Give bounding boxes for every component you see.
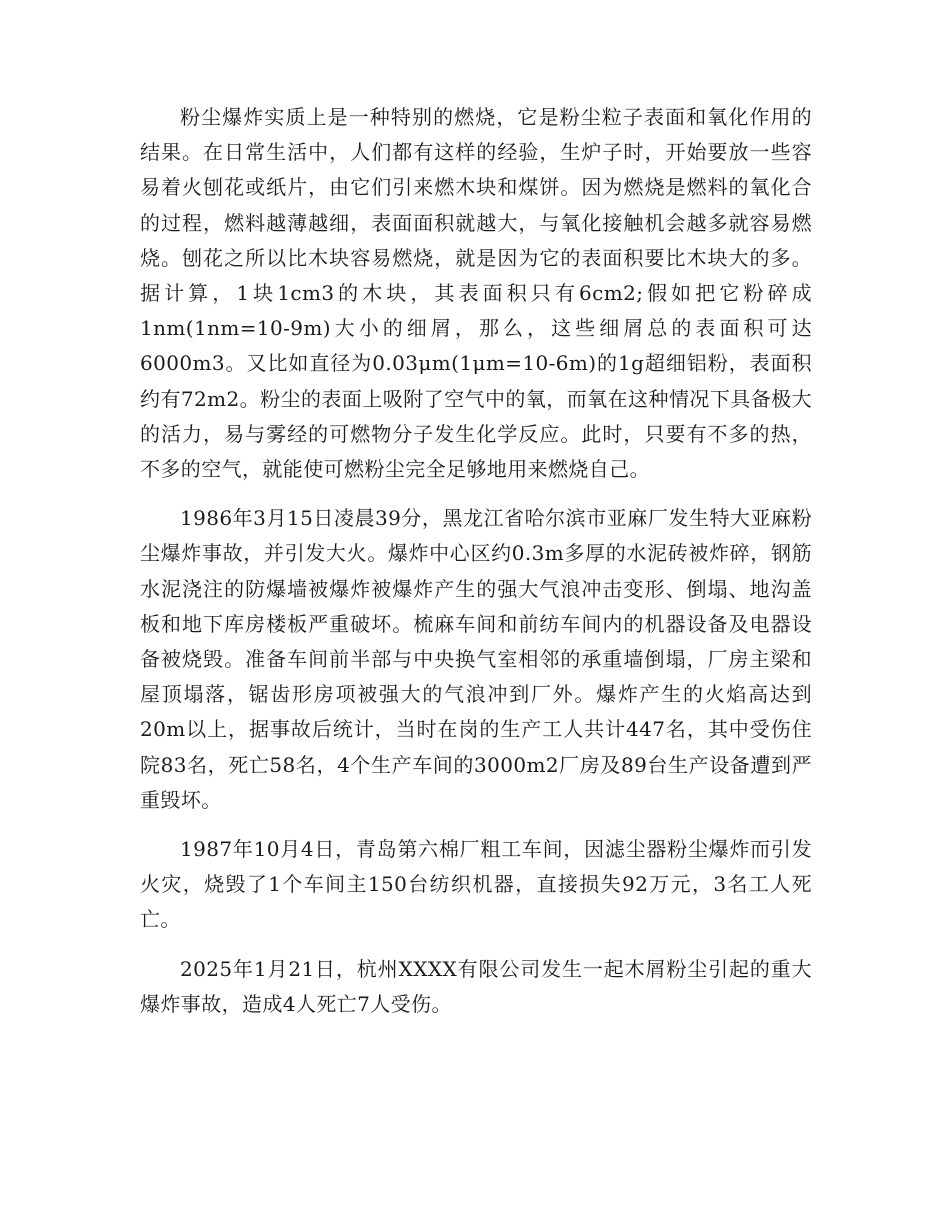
document-page <box>140 100 812 1036</box>
paragraph-harbin-1986-accident: 1986年3月15日凌晨39分，黑龙江省哈尔滨市亚麻厂发生特大亚麻粉尘爆炸事故，并引发大火。爆炸中心区约0.3m多厚的水泥砖被炸碎，钢筋水泥浇注的防爆墙被爆炸被爆炸产生的强大气浪冲击变形、倒塌、地沟盖板和地下库房楼板严重破坏。梳麻车间和前纺车间内的机器设备及电器设备被烧毁。准备车间前半部与中央换气室相邻的承重墙倒塌，厂房主梁和屋顶塌落，锯齿形房项被强大的气浪冲到厂外。爆炸产生的火焰高达到20m以上，据事故后统计，当时在岗的生产工人共计447名，其中受伤住院83名，死亡58名，4个生产车间的3000m2厂房及89台生产设备遭到严重毁坏。 <box>140 506 812 812</box>
paragraph-hangzhou-2025-accident: 2025年1月21日，杭州XXXX有限公司发生一起木屑粉尘引起的重大爆炸事故，造成4人死亡7人受伤。 <box>140 956 812 1016</box>
paragraph-dust-explosion-principle: 粉尘爆炸实质上是一种特别的燃烧，它是粉尘粒子表面和氧化作用的结果。在日常生活中，人们都有这样的经验，生炉子时，开始要放一些容易着火刨花或纸片，由它们引来燃木块和煤饼。因为燃烧是燃料的氧化合的过程，燃料越薄越细，表面面积就越大，与氧化接触机会越多就容易燃烧。刨花之所以比木块容易燃烧，就是因为它的表面积要比木块大的多。据计算，1块1cm3的木块，其表面积只有6cm2;假如把它粉碎成1nm(1nm=10-9m)大小的细屑，那么，这些细屑总的表面积可达6000m3。又比如直径为0.03μm(1μm=10-6m)的1g超细铝粉，表面积约有72m2。粉尘的表面上吸附了空气中的氧，而氧在这种情况下具备极大的活力，易与雾经的可燃物分子发生化学反应。此时，只要有不多的热，不多的空气，就能使可燃粉尘完全足够地用来燃烧自己。 <box>140 105 812 482</box>
paragraph-qingdao-1987-accident: 1987年10月4日，青岛第六棉厂粗工车间，因滤尘器粉尘爆炸而引发火灾，烧毁了1个车间主150台纺织机器，直接损失92万元，3名工人死亡。 <box>140 837 812 932</box>
